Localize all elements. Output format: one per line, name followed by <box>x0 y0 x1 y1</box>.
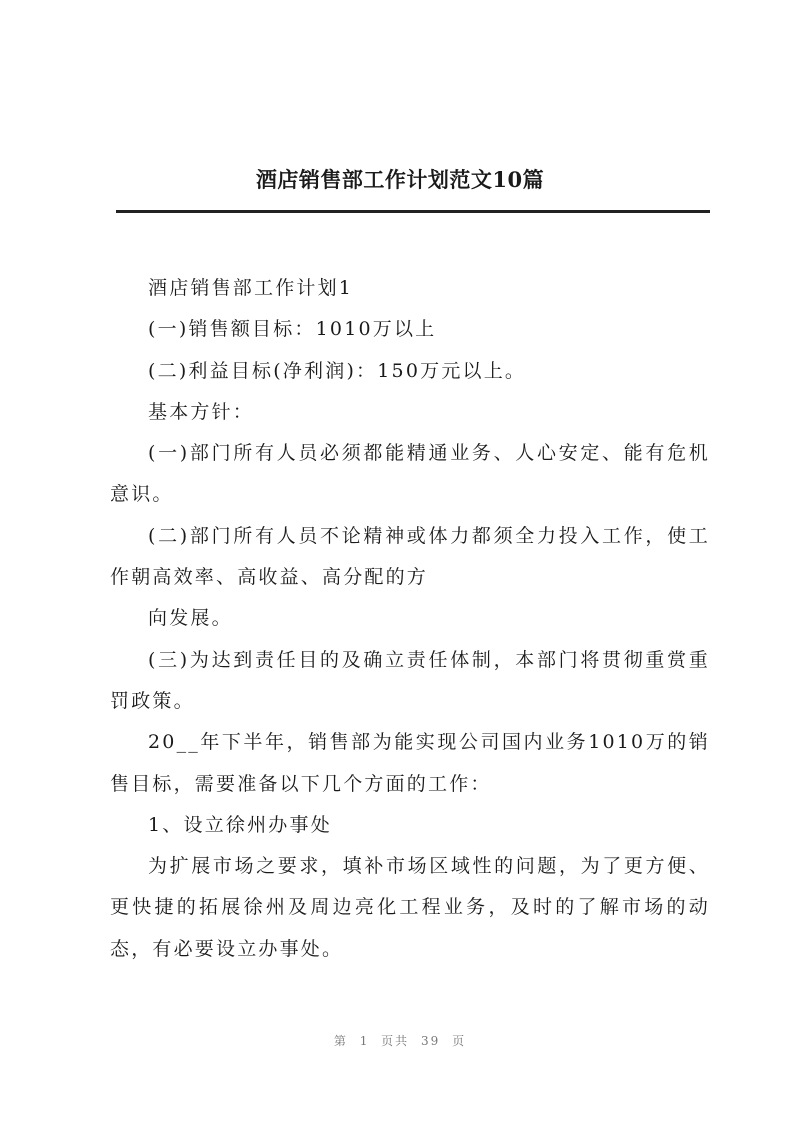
paragraph: 20__年下半年，销售部为能实现公司国内业务1010万的销售目标，需要准备以下几个方面的工作： <box>110 731 710 795</box>
section-heading: 酒店销售部工作计划1 <box>148 277 354 299</box>
document-title: 酒店销售部工作计划范文10篇 <box>255 167 545 192</box>
paragraph: (一)销售额目标：1010万以上 <box>148 318 437 341</box>
paragraph: 1、设立徐州办事处 <box>148 813 332 836</box>
paragraph: (三)为达到责任目的及确立责任体制，本部门将贯彻重赏重罚政策。 <box>110 648 710 712</box>
paragraph: 向发展。 <box>148 607 233 630</box>
paragraph: 基本方针： <box>148 400 255 423</box>
paragraph: 为扩展市场之要求，填补市场区域性的问题，为了更方便、更快捷的拓展徐州及周边亮化工程业务，及时的了解市场的动态，有必要设立办事处。 <box>110 855 710 960</box>
paragraph: (二)利益目标(净利润)：150万元以上。 <box>148 359 527 382</box>
page-number-footer: 第 1 页共 39 页 <box>333 1034 467 1048</box>
title-underline <box>116 210 710 213</box>
paragraph: (一)部门所有人员必须都能精通业务、人心安定、能有危机意识。 <box>110 442 710 506</box>
document-body <box>110 268 710 970</box>
paragraph: (二)部门所有人员不论精神或体力都须全力投入工作，使工作朝高效率、高收益、高分配的方 <box>110 524 710 589</box>
